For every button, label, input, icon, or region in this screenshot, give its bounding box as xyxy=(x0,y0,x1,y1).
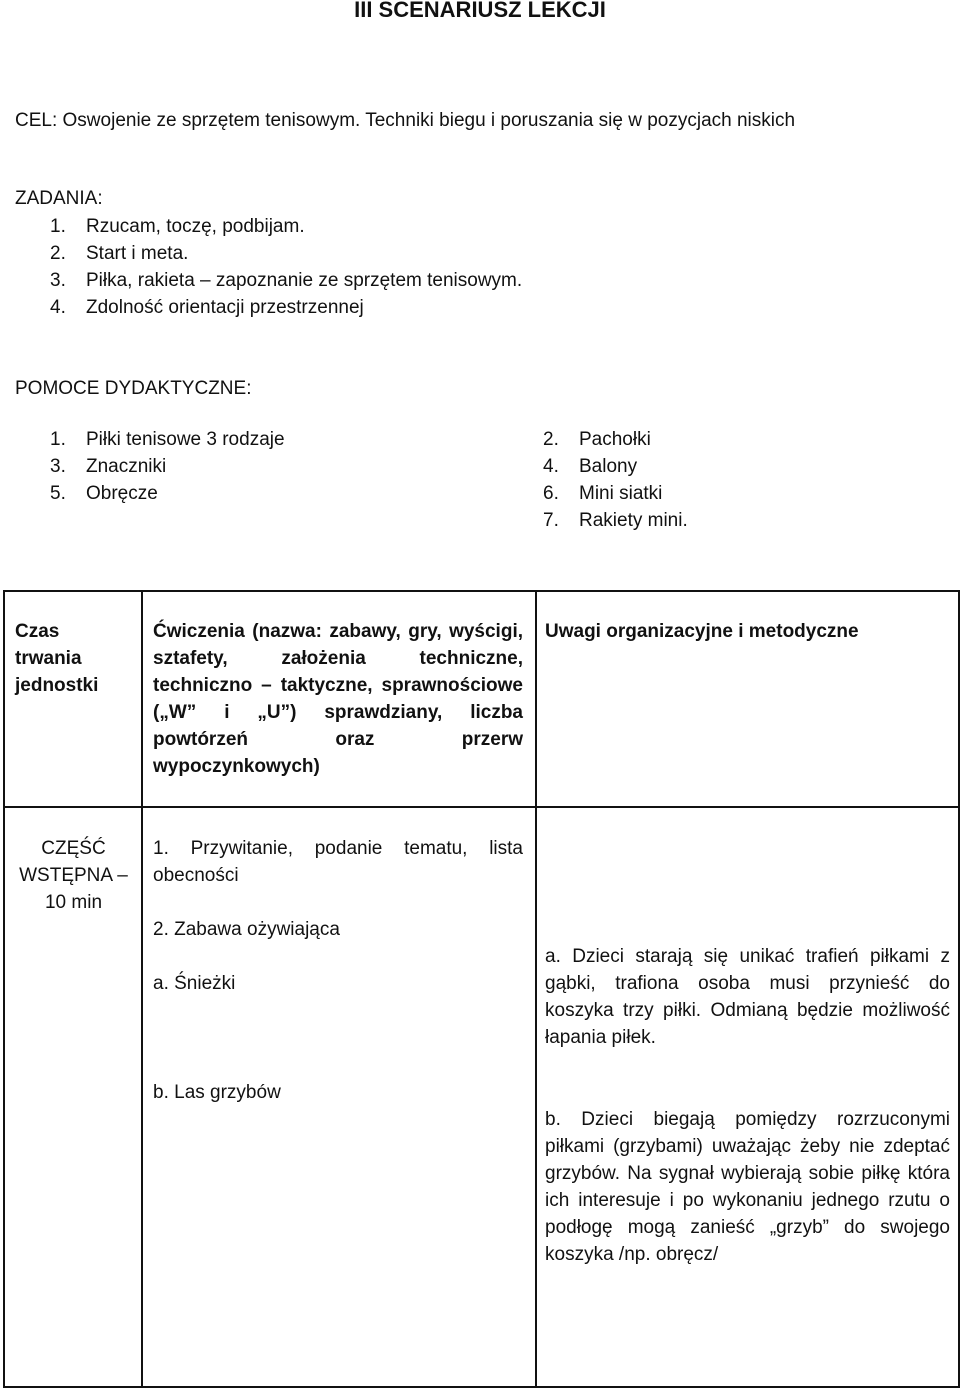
note-item: b. Dzieci biegają pomiędzy rozrzuconymi piłkami (grzybami) uważając żeby nie zdeptać grzybów. Na sygnał wybierają sobie piłkę która ich interesuje i po wykonaniu jednego rzutu o podłogę mogą zanieść „grzyb” do swojego koszyka /np. obręcz/ xyxy=(545,1109,950,1265)
header-exercises: Ćwiczenia (nazwa: zabawy, gry, wyścigi, sztafety, założenia techniczne, techniczno – taktyczne, sprawnościowe („W” i „U”) sprawdziany, liczba powtórzeń oraz przerw wypoczynkowych) xyxy=(153,621,523,777)
aids-heading xyxy=(15,378,251,400)
aid-number: 4. xyxy=(543,456,559,477)
aid-number: 3. xyxy=(50,456,66,477)
tasks-label: ZADANIA xyxy=(15,188,98,209)
header-cell-time xyxy=(4,591,142,807)
task-number: 4. xyxy=(50,297,66,318)
aid-number: 6. xyxy=(543,483,559,504)
task-number: 1. xyxy=(50,216,66,237)
task-item xyxy=(50,297,364,319)
aid-number: 1. xyxy=(50,429,66,450)
aid-item xyxy=(543,456,637,478)
exercise-item: 2. Zabawa ożywiająca xyxy=(153,919,340,940)
goal-text: : Oswojenie ze sprzętem tenisowym. Techniki biegu i poruszania się w pozycjach niskich xyxy=(51,110,796,131)
tasks-colon: : xyxy=(97,188,103,209)
part-label: CZĘŚĆ WSTĘPNA – 10 min xyxy=(19,838,128,913)
header-cell-exercises xyxy=(142,591,536,807)
aid-number: 2. xyxy=(543,429,559,450)
goal-label: CEL xyxy=(15,110,52,131)
aids-label: POMOCE DYDAKTYCZNE xyxy=(15,378,247,399)
task-item xyxy=(50,243,188,265)
aid-text: Znaczniki xyxy=(86,456,167,477)
notes-cell xyxy=(536,807,959,1387)
aid-text: Balony xyxy=(579,456,638,477)
header-notes: Uwagi organizacyjne i metodyczne xyxy=(545,621,859,642)
part-cell xyxy=(4,807,142,1387)
aid-text: Rakiety mini. xyxy=(579,510,688,531)
task-item xyxy=(50,216,305,238)
goal-line xyxy=(15,110,795,132)
aid-item xyxy=(543,429,651,451)
exercise-item: a. Śnieżki xyxy=(153,973,236,994)
task-text: Start i meta. xyxy=(86,243,189,264)
aid-item xyxy=(50,456,166,478)
aid-text: Piłki tenisowe 3 rodzaje xyxy=(86,429,285,450)
tasks-heading xyxy=(15,188,103,210)
aid-number: 7. xyxy=(543,510,559,531)
task-text: Rzucam, toczę, podbijam. xyxy=(86,216,305,237)
table-header-row xyxy=(4,591,959,807)
task-text: Zdolność orientacji przestrzennej xyxy=(86,297,364,318)
note-item: a. Dzieci starają się unikać trafień piłkami z gąbki, trafiona osoba musi przynieść do koszyka trzy piłki. Odmianą będzie możliwość łapania piłek. xyxy=(545,946,950,1048)
table-row xyxy=(4,807,959,1387)
aid-item xyxy=(50,429,285,451)
header-cell-notes xyxy=(536,591,959,807)
aid-text: Mini siatki xyxy=(579,483,663,504)
aid-item xyxy=(543,483,662,505)
aid-number: 5. xyxy=(50,483,66,504)
aid-text: Obręcze xyxy=(86,483,158,504)
task-item xyxy=(50,270,522,292)
aids-colon: : xyxy=(246,378,252,399)
task-number: 3. xyxy=(50,270,66,291)
aid-item xyxy=(50,483,158,505)
exercise-item: b. Las grzybów xyxy=(153,1082,281,1103)
aid-item xyxy=(543,510,688,532)
exercises-cell xyxy=(142,807,536,1387)
header-time: Czas trwania jednostki xyxy=(15,621,99,696)
exercise-item: 1. Przywitanie, podanie tematu, lista obecności xyxy=(153,838,523,886)
page-title: III SCENARIUSZ LEKCJI xyxy=(354,0,606,22)
aid-text: Pachołki xyxy=(579,429,651,450)
task-number: 2. xyxy=(50,243,66,264)
task-text: Piłka, rakieta – zapoznanie ze sprzętem tenisowym. xyxy=(86,270,523,291)
lesson-table xyxy=(3,590,960,1388)
